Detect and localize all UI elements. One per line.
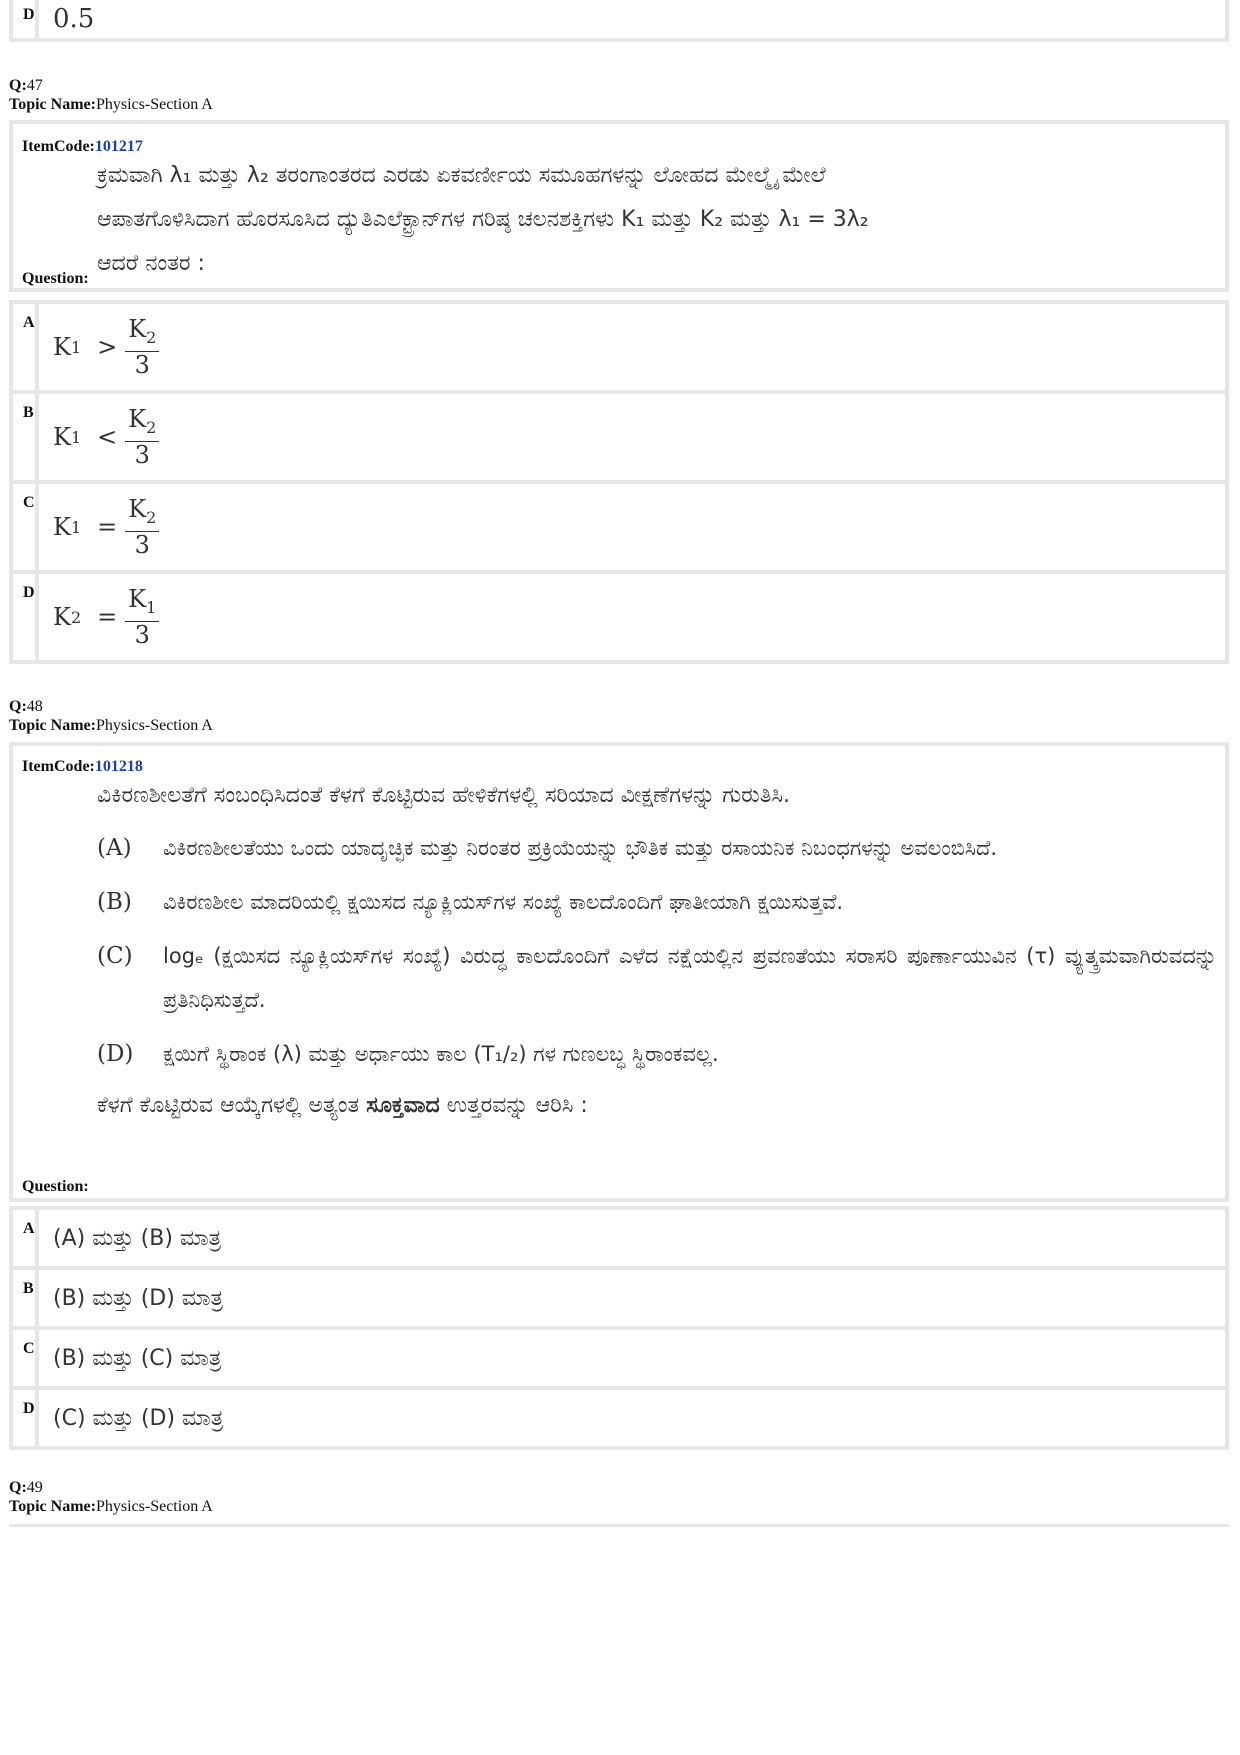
question-number-line: Q:47 bbox=[9, 77, 43, 94]
question-text bbox=[97, 774, 1217, 1126]
option-math: K 1 < $\frac{K_2}{3}$ bbox=[39, 394, 1225, 480]
topic-name: Physics-Section A bbox=[95, 1498, 213, 1515]
option-row-b[interactable] bbox=[13, 1270, 1225, 1326]
question-closing: ಕೆಳಗೆ ಕೊಟ್ಟಿರುವ ಆಯ್ಕೆಗಳಲ್ಲಿ ಅತ್ಯಂತ ಸೂಕ್ತವಾದ ಉತ್ತರವನ್ನು ಆರಿಸಿ : bbox=[97, 1093, 588, 1118]
option-text: (B) ಮತ್ತು (C) ಮಾತ್ರ bbox=[53, 1345, 222, 1371]
fraction: $\frac{K_2}{3}$ bbox=[125, 316, 159, 378]
question-number: 47 bbox=[26, 77, 43, 94]
option-row-c[interactable] bbox=[13, 484, 1225, 570]
statement-b: (B) ವಿಕಿರಣಶೀಲ ಮಾದರಿಯಲ್ಲಿ ಕ್ಷಯಿಸದ ನ್ಯೂಕ್ಲಿಯಸ್‌ಗಳ ಸಂಖ್ಯೆ ಕಾಲದೊಂದಿಗೆ ಘಾತೀಯಾಗಿ ಕ್ಷಯಿಸುತ್ತವೆ. bbox=[97, 889, 844, 915]
q47-question-box bbox=[9, 120, 1229, 292]
q47-header bbox=[9, 76, 1229, 114]
option-row-a[interactable] bbox=[13, 304, 1225, 390]
option-text: 0.5 bbox=[53, 4, 95, 34]
fraction: $\frac{K_2}{3}$ bbox=[125, 496, 159, 558]
option-row-d[interactable] bbox=[13, 0, 1225, 38]
option-text: (A) ಮತ್ತು (B) ಮಾತ್ರ bbox=[53, 1225, 222, 1251]
option-letter: B bbox=[13, 1270, 39, 1326]
topic-line: Topic Name:Physics-Section A bbox=[9, 717, 213, 734]
option-letter: D bbox=[13, 1390, 39, 1446]
q49-header bbox=[9, 1478, 1229, 1516]
question-number-line: Q:49 bbox=[9, 1479, 43, 1496]
question-number: 48 bbox=[26, 698, 43, 715]
option-letter: D bbox=[13, 574, 39, 660]
question-number: 49 bbox=[26, 1479, 43, 1496]
fraction: $\frac{K_2}{3}$ bbox=[125, 406, 159, 468]
question-label: Question: bbox=[22, 1178, 89, 1195]
option-letter: C bbox=[13, 1330, 39, 1386]
option-letter: C bbox=[13, 484, 39, 570]
question-label: Question: bbox=[22, 270, 89, 287]
option-letter: A bbox=[13, 304, 39, 390]
option-row-a[interactable] bbox=[13, 1210, 1225, 1266]
option-row-c[interactable] bbox=[13, 1330, 1225, 1386]
statement-d: (D) ಕ್ಷಯಿಗೆ ಸ್ಥಿರಾಂಕ (λ) ಮತ್ತು ಅರ್ಧಾಯು ಕಾಲ (T₁/₂) ಗಳ ಗುಣಲಬ್ಧ ಸ್ಥಿರಾಂಕವಲ್ಲ. bbox=[97, 1041, 719, 1067]
q46-option-fragment bbox=[9, 0, 1229, 42]
q47-options bbox=[9, 300, 1229, 664]
question-text: ಕ್ರಮವಾಗಿ λ₁ ಮತ್ತು λ₂ ತರಂಗಾಂತರದ ಎರಡು ಏಕವರ್ಣೀಯ ಸಮೂಹಗಳನ್ನು ಲೋಹದ ಮೇಲ್ಮೈ ಮೇಲೆ ಆಪಾತಗೊಳಿಸಿದಾಗ ಹೊರಸೂಸಿದ ದ್ಯುತಿಎಲೆಕ್ಟ್ರಾನ್‌ಗಳ ಗರಿಷ್ಠ ಚಲನಶಕ್ತಿಗಳು K₁ ಮತ್ತು K₂ ಮತ್ತು λ₁ = 3λ₂ ಆದರೆ ನಂತರ : bbox=[97, 163, 869, 276]
option-row-d[interactable] bbox=[13, 1390, 1225, 1446]
topic-line: Topic Name:Physics-Section A bbox=[9, 96, 213, 113]
option-text: (B) ಮತ್ತು (D) ಮಾತ್ರ bbox=[53, 1285, 224, 1311]
option-math: K 1 = $\frac{K_2}{3}$ bbox=[39, 484, 1225, 570]
q48-options bbox=[9, 1206, 1229, 1450]
q48-header bbox=[9, 697, 1229, 735]
option-letter: D bbox=[13, 0, 39, 38]
option-math: K 1 > $\frac{K_2}{3}$ bbox=[39, 304, 1225, 390]
option-text: (C) ಮತ್ತು (D) ಮಾತ್ರ bbox=[53, 1405, 224, 1431]
q48-question-box bbox=[9, 742, 1229, 1202]
option-row-b[interactable] bbox=[13, 394, 1225, 480]
q49-divider bbox=[9, 1524, 1229, 1527]
option-row-d[interactable] bbox=[13, 574, 1225, 660]
topic-line: Topic Name:Physics-Section A bbox=[9, 1498, 213, 1515]
option-letter: B bbox=[13, 394, 39, 480]
item-code: 101217 bbox=[94, 138, 143, 155]
topic-name: Physics-Section A bbox=[95, 96, 213, 113]
topic-name: Physics-Section A bbox=[95, 717, 213, 734]
item-code: 101218 bbox=[94, 758, 143, 775]
option-math: K 2 = $\frac{K_1}{3}$ bbox=[39, 574, 1225, 660]
statement-c: (C) logₑ (ಕ್ಷಯಿಸದ ನ್ಯೂಕ್ಲಿಯಸ್‌ಗಳ ಸಂಖ್ಯೆ) ವಿರುದ್ಧ ಕಾಲದೊಂದಿಗೆ ಎಳೆದ ನಕ್ಷೆಯಲ್ಲಿನ ಪ್ರವಣತೆಯು ಸರಾಸರಿ ಪೂರ್ಣಾಯುವಿನ (τ) ವ್ಯುತ್ಕ್ರಮವಾಗಿರುವದನ್ನು ಪ್ರತಿನಿಧಿಸುತ್ತದೆ. bbox=[97, 943, 1217, 1012]
item-code-line: ItemCode:101217 bbox=[22, 138, 143, 155]
statement-a: (A) ವಿಕಿರಣಶೀಲತೆಯು ಒಂದು ಯಾದೃಚ್ಛಿಕ ಮತ್ತು ನಿರಂತರ ಪ್ರಕ್ರಿಯೆಯನ್ನು ಭೌತಿಕ ಮತ್ತು ರಸಾಯನಿಕ ನಿಬಂಧಗಳನ್ನು ಅವಲಂಬಿಸಿದೆ. bbox=[97, 835, 998, 861]
question-intro: ವಿಕಿರಣಶೀಲತೆಗೆ ಸಂಬಂಧಿಸಿದಂತೆ ಕೆಳಗೆ ಕೊಟ್ಟಿರುವ ಹೇಳಿಕೆಗಳಲ್ಲಿ ಸರಿಯಾದ ವೀಕ್ಷಣೆಗಳನ್ನು ಗುರುತಿಸಿ. bbox=[97, 783, 791, 808]
question-number-line: Q:48 bbox=[9, 698, 43, 715]
item-code-line: ItemCode:101218 bbox=[22, 758, 143, 775]
fraction: $\frac{K_1}{3}$ bbox=[125, 586, 159, 648]
option-letter: A bbox=[13, 1210, 39, 1266]
